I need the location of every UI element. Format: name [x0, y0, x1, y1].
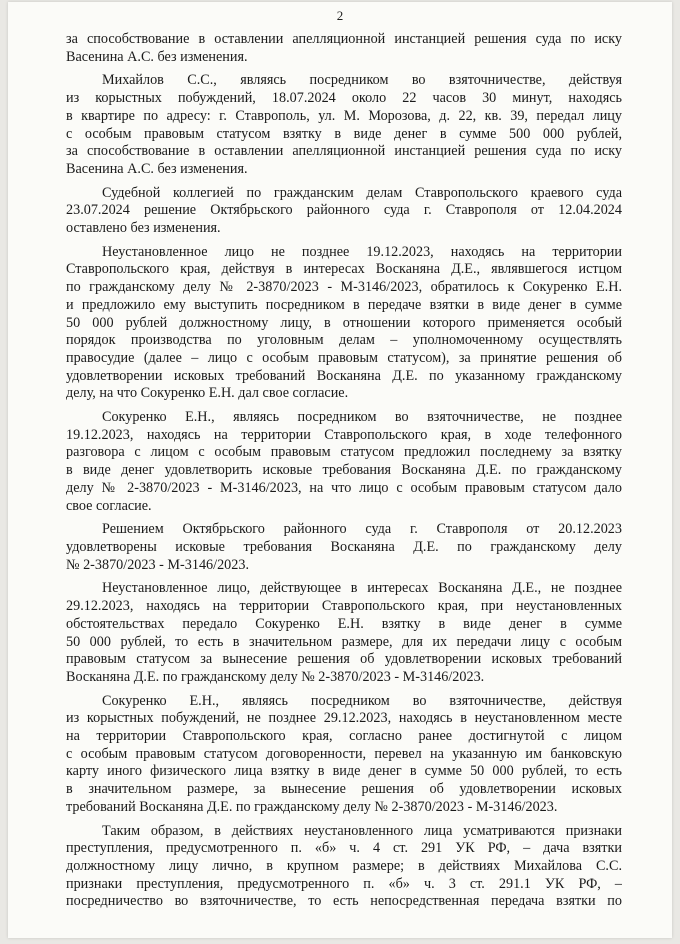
text-line: 23.07.2024 решение Октябрьского районного суда г. Ставрополя от 12.04.2024 [66, 202, 622, 219]
paragraph [66, 31, 622, 66]
paragraph [66, 244, 622, 403]
text-line: преступления, предусмотренного п. «б» ч. 4 ст. 291 УК РФ, – дача взятки [66, 840, 622, 857]
text-line: посредничество во взяточничестве, то есть непосредственная передача взятки по [66, 893, 622, 910]
text-line: с особым правовым статусом договоренности, перевел на указанную им банковскую [66, 745, 622, 762]
page-number: 2 [336, 8, 344, 23]
text-line: свое согласие. [66, 497, 152, 514]
text-line: 50 000 рублей, то есть в значительном размере, для их передачи лицу с особым [66, 633, 622, 650]
paragraph [66, 185, 622, 238]
paragraph [66, 521, 622, 574]
text-line: Сокуренко Е.Н., являясь посредником во взяточничестве, действуя [102, 692, 622, 709]
text-line: Васенина А.С. без изменения. [66, 160, 248, 177]
text-line: в виде денег удовлетворить исковые требования Восканяна Д.Е. по гражданскому [66, 462, 622, 479]
text-line: 29.12.2023, находясь на территории Ставропольского края, при неустановленных [66, 598, 622, 615]
text-line: в квартире по адресу: г. Ставрополь, ул. М. Морозова, д. 22, кв. 39, передал лицу [66, 107, 622, 124]
text-line: 19.12.2023, находясь на территории Ставропольского края, в ходе телефонного [66, 426, 622, 443]
text-line: Ставропольского края, действуя в интересах Восканяна Д.Е., являвшегося истцом [66, 261, 622, 278]
text-line: Михайлов С.С., являясь посредником во взяточничестве, действуя [102, 72, 622, 89]
text-line: Васенина А.С. без изменения. [66, 48, 248, 65]
text-line: из корыстных побуждений, не позднее 29.12.2023, находясь в неустановленном месте [66, 710, 622, 727]
text-line: из корыстных побуждений, 18.07.2024 около 22 часов 30 минут, находясь [66, 90, 622, 107]
text-line: Неустановленное лицо не позднее 19.12.2023, находясь на территории [102, 243, 622, 260]
document-page [8, 2, 672, 938]
text-line: делу № 2-3870/2023 - М-3146/2023, на что лицо с особым правовым статусом дало [66, 479, 622, 496]
text-line: за способствование в оставлении апелляционной инстанцией решения суда по иску [66, 31, 622, 47]
paragraph [66, 72, 622, 178]
paragraph [66, 580, 622, 686]
text-line: Восканяна Д.Е. по гражданскому делу № 2-3870/2023 - М-3146/2023. [66, 668, 485, 685]
text-line: Сокуренко Е.Н., являясь посредником во взяточничестве, не позднее [102, 409, 622, 426]
text-line: удовлетворены исковые требования Восканяна Д.Е. по гражданскому делу [66, 538, 622, 555]
paragraph [66, 409, 622, 515]
text-line: удовлетворении исковых требований Восканяна Д.Е. по указанному гражданскому [66, 367, 622, 384]
text-line: карту иного физического лица взятку в виде денег в сумме 50 000 рублей, то есть [66, 763, 622, 780]
text-line: должностному лицу лично, в крупном размере; в действиях Михайлова С.С. [66, 857, 622, 874]
text-line: 50 000 рублей должностному лицу, в отношении которого применяется особый [66, 314, 622, 331]
text-line: Неустановленное лицо, действующее в интересах Восканяна Д.Е., не позднее [102, 580, 622, 597]
text-line: правовым статусом за вынесение решения об удовлетворении исковых требований [66, 651, 622, 668]
text-line: № 2-3870/2023 - М-3146/2023. [66, 556, 249, 573]
paragraph [66, 693, 622, 817]
text-line: по гражданскому делу № 2-3870/2023 - М-3146/2023, обратилось к Сокуренко Е.Н. [66, 279, 622, 296]
text-line: оставлено без изменения. [66, 220, 221, 237]
text-line: разговора с лицом с особым правовым статусом предложил последнему за взятку [66, 444, 622, 461]
text-line: признаки преступления, предусмотренного п. «б» ч. 3 ст. 291.1 УК РФ, – [66, 875, 622, 892]
text-line: порядок производства по уголовным делам – уполномоченному осуществлять [66, 332, 622, 349]
text-line: Судебной коллегией по гражданским делам Ставропольского краевого суда [102, 184, 622, 201]
text-line: обстоятельствах передало Сокуренко Е.Н. взятку в виде денег в сумме [66, 615, 622, 632]
paragraph [66, 823, 622, 912]
text-line: Таким образом, в действиях неустановленного лица усматриваются признаки [102, 822, 622, 839]
document-body [66, 31, 622, 911]
text-line: в значительном размере, за вынесение решения об удовлетворении исковых [66, 781, 622, 798]
text-line: требований Восканяна Д.Е. по гражданскому делу № 2-3870/2023 - М-3146/2023. [66, 798, 558, 815]
text-line: с особым правовым статусом взятку в виде денег в сумме 500 000 рублей, [66, 125, 622, 142]
text-line: на территории Ставропольского края, согласно ранее достигнутой с лицом [66, 728, 622, 745]
text-line: и предложило ему выступить посредником в передаче взятки в виде денег в сумме [66, 296, 622, 313]
text-line: делу, на что Сокуренко Е.Н. дал свое согласие. [66, 385, 349, 402]
text-line: за способствование в оставлении апелляционной инстанцией решения суда по иску [66, 143, 622, 160]
text-line: правосудие (далее – лицо с особым правовым статусом), за принятие решения об [66, 349, 622, 366]
text-line: Решением Октябрьского районного суда г. Ставрополя от 20.12.2023 [102, 521, 622, 538]
